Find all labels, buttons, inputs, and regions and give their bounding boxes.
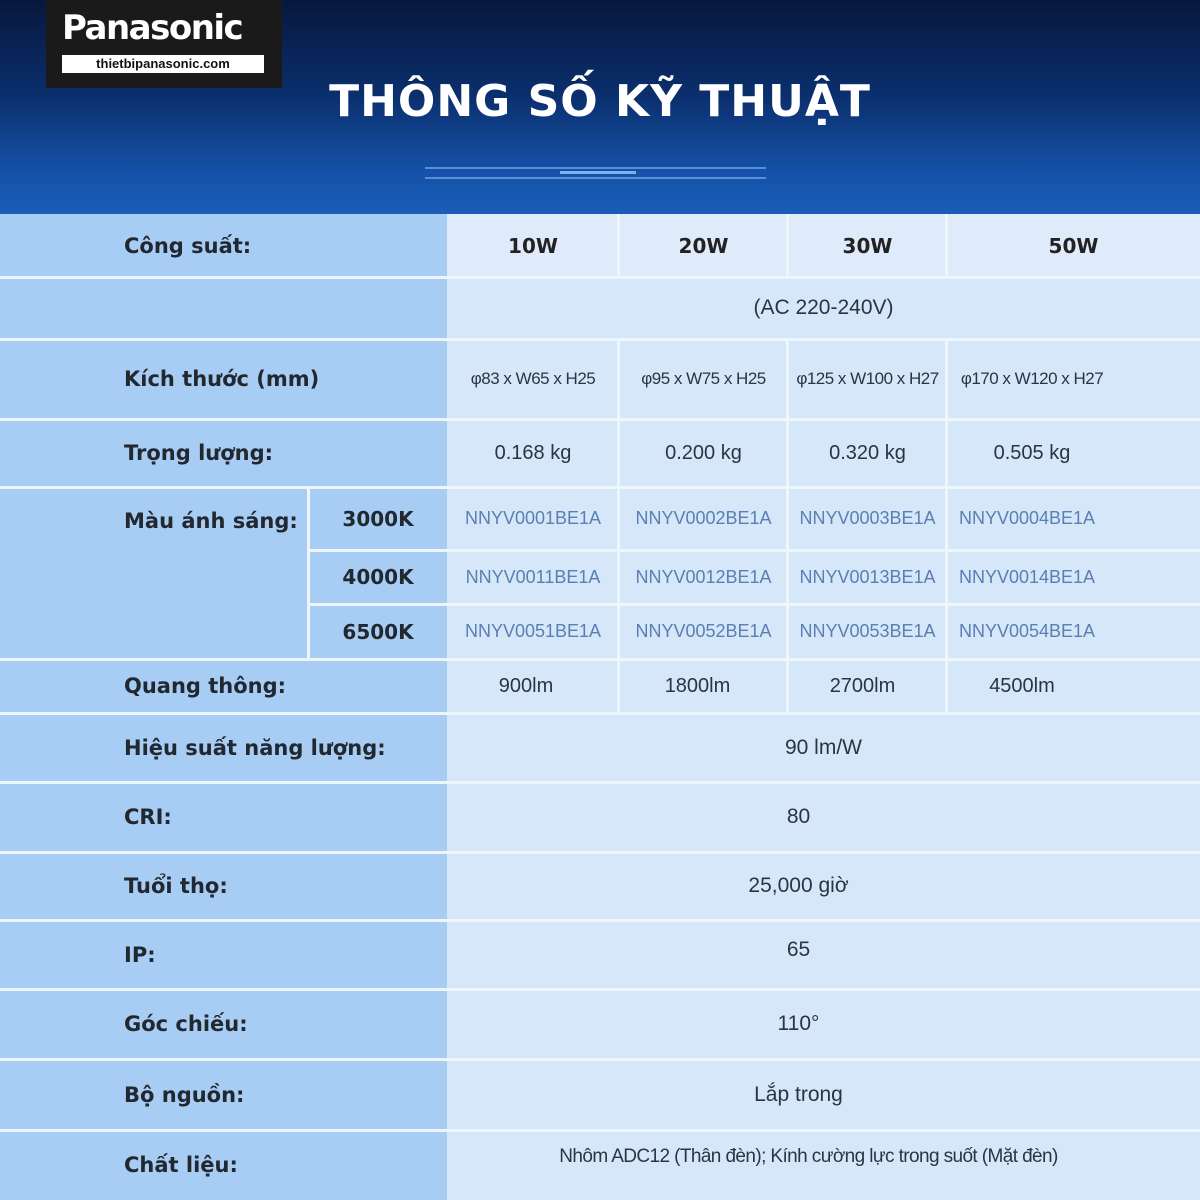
header-banner — [0, 0, 1200, 214]
weight-value-2: 0.200 kg — [619, 419, 788, 487]
code-6500k-20w: NNYV0052BE1A — [619, 604, 788, 659]
code-6500k-50w: NNYV0054BE1A — [947, 604, 1107, 659]
weight-value-1: 0.168 kg — [447, 419, 619, 487]
column-divider — [617, 339, 620, 713]
spec-table — [0, 214, 1200, 1200]
color-temp-6500k: 6500K — [309, 604, 447, 659]
code-4000k-filler — [1107, 550, 1200, 604]
power-value-3: 30W — [788, 214, 947, 277]
flux-value-filler — [1097, 659, 1200, 713]
code-3000k-30w: NNYV0003BE1A — [788, 487, 947, 550]
code-3000k-50w: NNYV0004BE1A — [947, 487, 1107, 550]
beam-angle-value: 110° — [447, 989, 1150, 1059]
code-6500k-30w: NNYV0053BE1A — [788, 604, 947, 659]
size-value-3: φ125 x W100 x H27 — [788, 339, 947, 419]
row-label-power: Công suất: — [0, 214, 447, 277]
size-value-4: φ170 x W120 x H27 — [947, 339, 1117, 419]
code-3000k-20w: NNYV0002BE1A — [619, 487, 788, 550]
code-4000k-10w: NNYV0011BE1A — [447, 550, 619, 604]
ip-value: 65 — [447, 920, 1150, 989]
driver-value: Lắp trong — [447, 1059, 1150, 1130]
code-3000k-10w: NNYV0001BE1A — [447, 487, 619, 550]
code-6500k-filler — [1107, 604, 1200, 659]
row-divider — [309, 603, 1200, 606]
code-3000k-filler — [1107, 487, 1200, 550]
row-label-color-temp: Màu ánh sáng: — [0, 487, 309, 659]
cri-filler — [1150, 782, 1200, 852]
row-divider — [309, 549, 1200, 552]
row-divider — [0, 851, 1200, 854]
flux-value-3: 2700lm — [788, 659, 947, 713]
column-divider — [945, 339, 948, 713]
power-value-2: 20W — [619, 214, 788, 277]
row-label-lifetime: Tuổi thọ: — [0, 852, 447, 920]
cri-value: 80 — [447, 782, 1150, 852]
row-divider — [0, 276, 1200, 279]
weight-value-4: 0.505 kg — [947, 419, 1117, 487]
row-divider — [0, 1058, 1200, 1061]
driver-filler — [1150, 1059, 1200, 1130]
row-label-cri: CRI: — [0, 782, 447, 852]
code-4000k-30w: NNYV0013BE1A — [788, 550, 947, 604]
size-value-2: φ95 x W75 x H25 — [619, 339, 788, 419]
power-value-4: 50W — [947, 214, 1200, 277]
row-divider — [0, 919, 1200, 922]
size-value-filler — [1117, 339, 1200, 419]
row-divider — [0, 486, 1200, 489]
row-divider — [0, 338, 1200, 341]
ip-filler — [1150, 920, 1200, 989]
row-divider — [0, 418, 1200, 421]
flux-value-4: 4500lm — [947, 659, 1097, 713]
lifetime-value: 25,000 giờ — [447, 852, 1150, 920]
row-label-size: Kích thước (mm) — [0, 339, 447, 419]
title-divider-accent — [560, 171, 636, 174]
column-divider — [617, 214, 620, 277]
column-divider — [945, 214, 948, 277]
row-divider — [0, 712, 1200, 715]
flux-value-1: 900lm — [447, 659, 619, 713]
row-label-luminous-flux: Quang thông: — [0, 659, 447, 713]
row-divider — [0, 988, 1200, 991]
code-6500k-10w: NNYV0051BE1A — [447, 604, 619, 659]
row-divider — [0, 781, 1200, 784]
title-divider-top — [425, 167, 766, 169]
code-4000k-20w: NNYV0012BE1A — [619, 550, 788, 604]
weight-value-3: 0.320 kg — [788, 419, 947, 487]
row-divider — [0, 658, 1200, 661]
column-divider — [307, 487, 310, 659]
color-temp-3000k: 3000K — [309, 487, 447, 550]
column-divider — [786, 214, 789, 277]
lifetime-filler — [1150, 852, 1200, 920]
row-label-beam-angle: Góc chiếu: — [0, 989, 447, 1059]
efficiency-value: 90 lm/W — [447, 713, 1200, 782]
row-label-material: Chất liệu: — [0, 1130, 447, 1200]
page-title: THÔNG SỐ KỸ THUẬT — [329, 76, 871, 127]
beam-angle-filler — [1150, 989, 1200, 1059]
row-label-voltage — [0, 277, 447, 339]
brand-website: thietbipanasonic.com — [62, 55, 264, 73]
size-value-1: φ83 x W65 x H25 — [447, 339, 619, 419]
row-label-ip: IP: — [0, 920, 447, 989]
code-4000k-50w: NNYV0014BE1A — [947, 550, 1107, 604]
column-divider — [786, 339, 789, 713]
brand-name: Panasonic — [62, 8, 243, 48]
row-label-driver: Bộ nguồn: — [0, 1059, 447, 1130]
power-value-1: 10W — [447, 214, 619, 277]
weight-value-filler — [1117, 419, 1200, 487]
row-label-weight: Trọng lượng: — [0, 419, 447, 487]
flux-value-2: 1800lm — [619, 659, 788, 713]
color-temp-4000k: 4000K — [309, 550, 447, 604]
material-value: Nhôm ADC12 (Thân đèn); Kính cường lực trong suốt (Mặt đèn) — [447, 1130, 1200, 1200]
voltage-value: (AC 220-240V) — [447, 277, 1200, 339]
row-label-efficiency: Hiệu suất năng lượng: — [0, 713, 447, 782]
row-divider — [0, 1129, 1200, 1132]
title-divider-bottom — [425, 177, 766, 179]
